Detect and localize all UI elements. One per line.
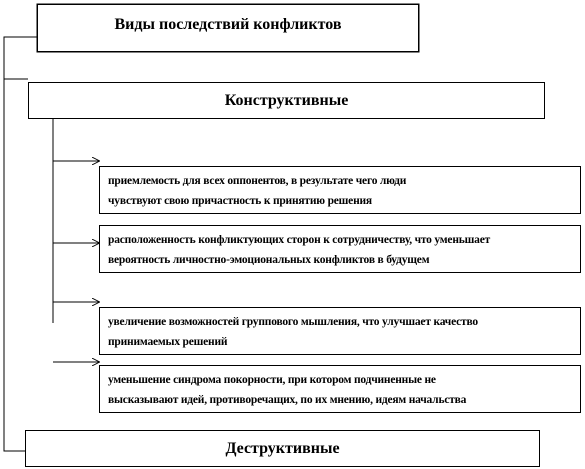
destructive-box xyxy=(25,430,540,467)
constructive-item xyxy=(99,166,581,214)
item-text-line: уменьшение синдрома покорности, при котором подчиненные не xyxy=(108,374,436,386)
item-text-line: высказывают идей, противоречащих, по их мнению, идеям начальства xyxy=(108,394,467,406)
constructive-item xyxy=(99,307,581,355)
constructive-item xyxy=(99,365,581,413)
item-text-line: чувствуют свою причастность к принятию решения xyxy=(108,195,372,207)
constructive-item xyxy=(99,225,581,273)
constructive-box xyxy=(28,82,545,119)
title-box xyxy=(37,4,419,52)
item-text-line: увеличение возможностей группового мышления, что улучшает качество xyxy=(108,316,478,328)
item-text-line: приемлемость для всех оппонентов, в результате чего люди xyxy=(108,175,407,187)
item-text-line: расположенность конфликтующих сторон к сотрудничеству, что уменьшает xyxy=(108,234,491,246)
diagram-title: Виды последствий конфликтов xyxy=(114,16,342,33)
destructive-label: Деструктивные xyxy=(225,440,340,457)
item-text-line: принимаемых решений xyxy=(108,336,228,348)
item-text-line: вероятность личностно-эмоциональных конфликтов в будущем xyxy=(108,254,430,266)
constructive-label: Конструктивные xyxy=(224,92,349,109)
